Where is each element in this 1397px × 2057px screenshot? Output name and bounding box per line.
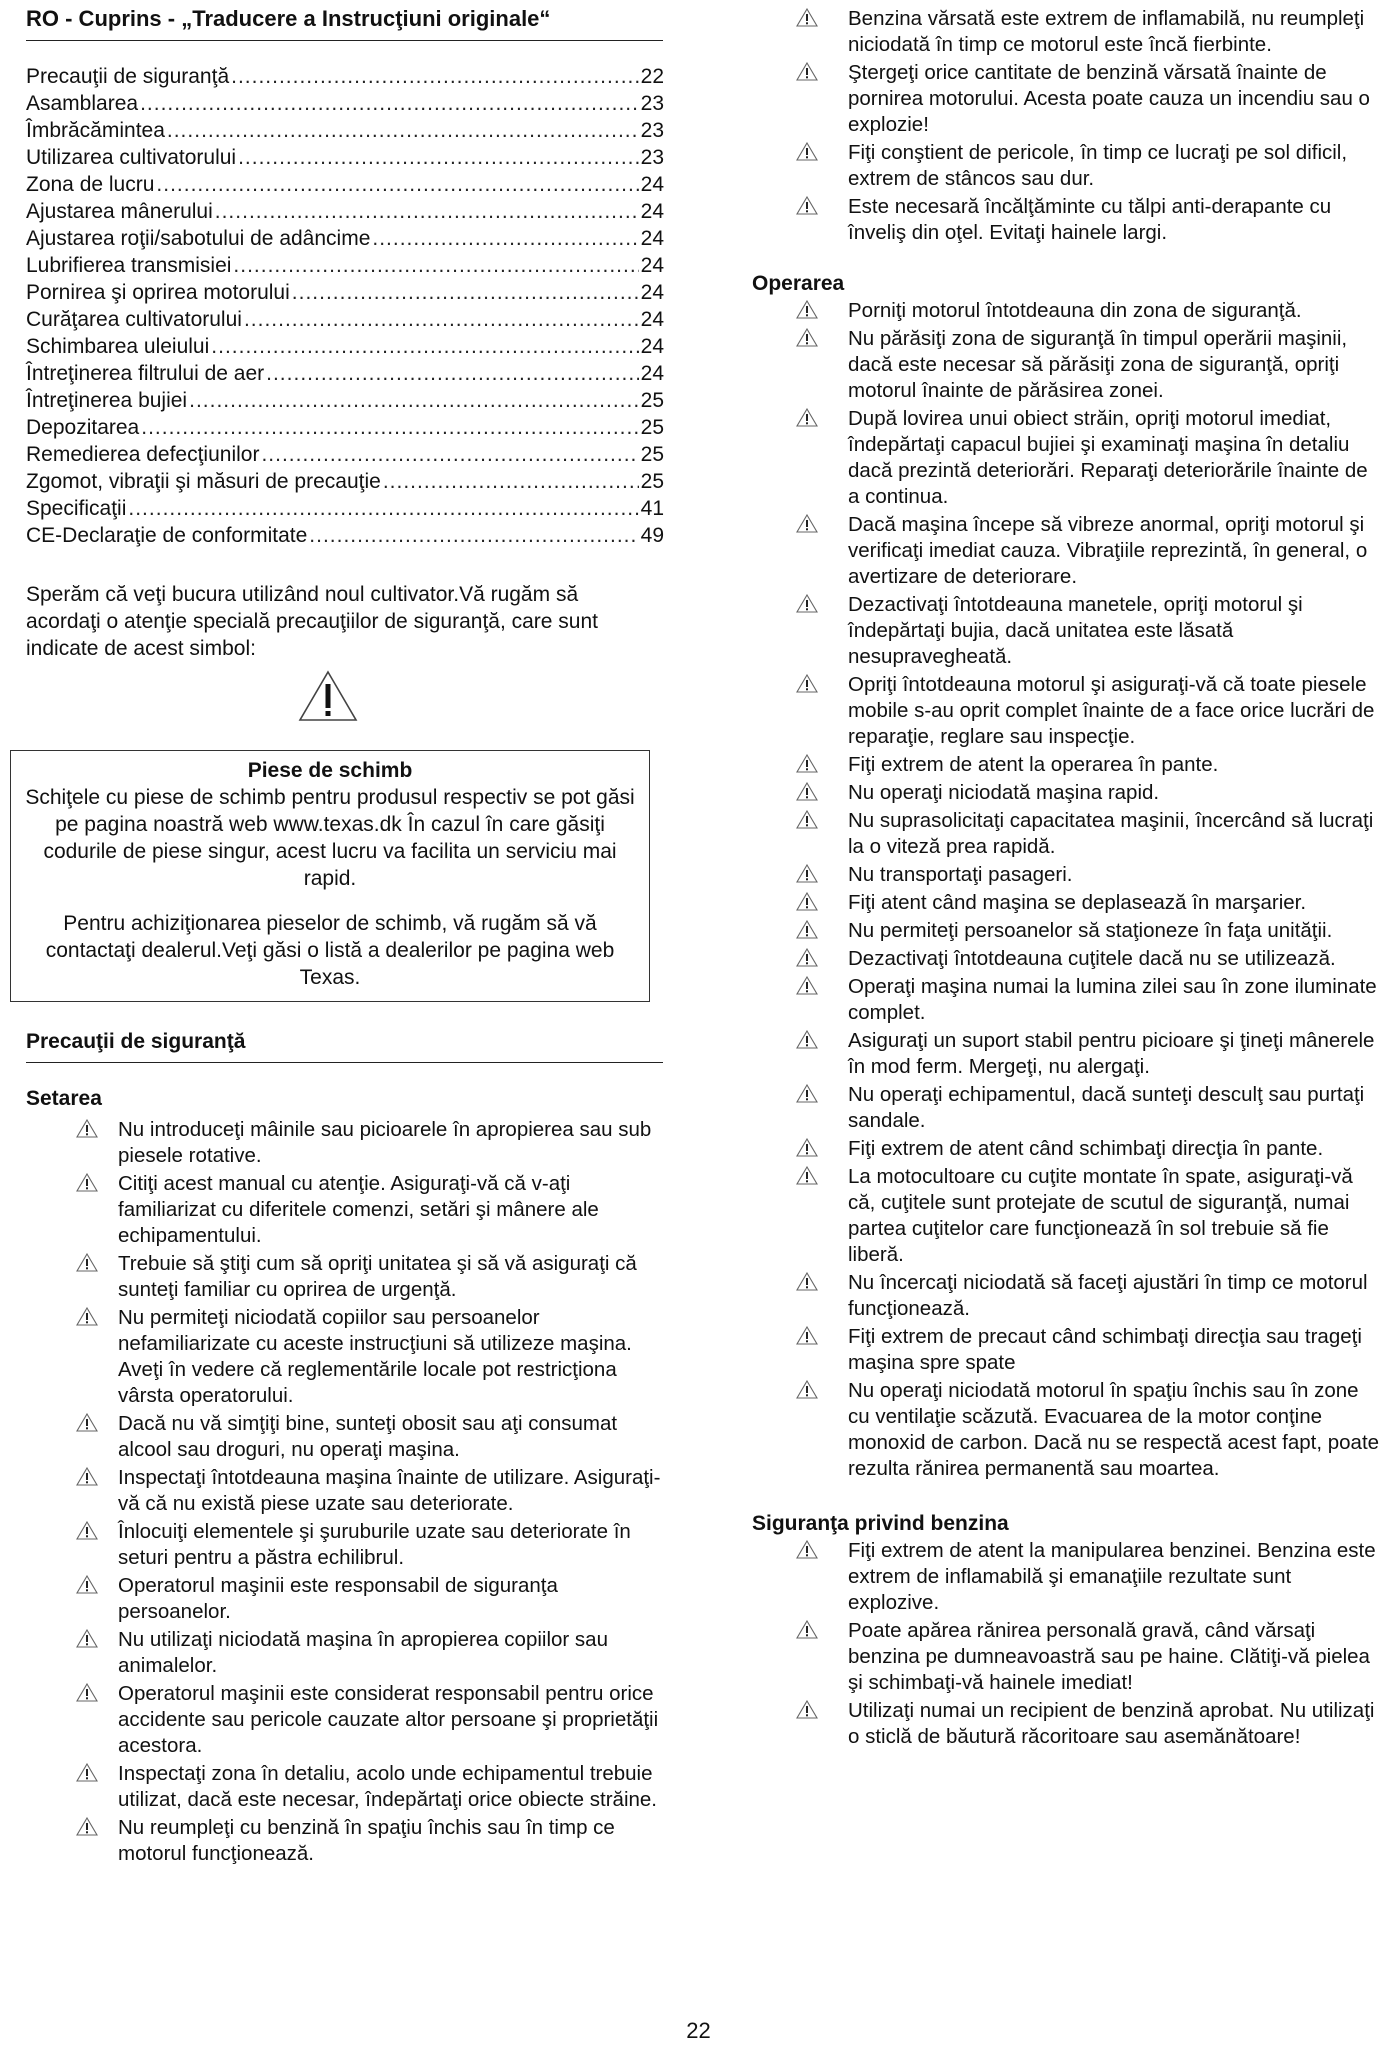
- toc-page: 24: [640, 200, 664, 223]
- warning-icon: [796, 920, 818, 939]
- toc-leader: [244, 306, 639, 333]
- warning-icon-wrap: [752, 1698, 848, 1750]
- warning-item: [752, 1698, 1382, 1750]
- warning-icon: [796, 1326, 818, 1345]
- warning-item: [26, 1305, 666, 1409]
- spare-parts-box: [10, 750, 650, 1002]
- warning-icon: [796, 976, 818, 995]
- warning-item: [26, 1411, 666, 1463]
- warning-icon: [76, 1575, 98, 1594]
- warning-icon: [796, 674, 818, 693]
- warning-item: [26, 1519, 666, 1571]
- warning-icon: [796, 8, 818, 27]
- warning-icon: [76, 1253, 98, 1272]
- warning-icon-wrap: [752, 918, 848, 944]
- warning-icon-wrap: [26, 1465, 118, 1517]
- toc-leader: [215, 198, 639, 225]
- toc-label: Zona de lucru: [26, 173, 155, 196]
- warning-item: [26, 1171, 666, 1249]
- warning-icon: [796, 1540, 818, 1559]
- right-column: [752, 0, 1382, 1752]
- warning-item: [26, 1815, 666, 1867]
- warning-icon-wrap: [752, 974, 848, 1026]
- warning-icon-wrap: [26, 1117, 118, 1169]
- warning-item: [752, 326, 1382, 404]
- toc-label: Remedierea defecţiunilor: [26, 443, 260, 466]
- toc-row: [26, 252, 664, 279]
- warning-icon: [796, 1272, 818, 1291]
- page-number: 22: [686, 2018, 711, 2043]
- warning-icon-wrap: [26, 1171, 118, 1249]
- warning-text: Nu permiteţi niciodată copiilor sau persoanelor nefamiliarizate cu aceste instrucţiuni să utilizeze maşina. Aveţi în vedere că reglementările locale pot restricţiona vârsta operatorului.: [118, 1306, 632, 1407]
- toc-page: 23: [640, 119, 664, 142]
- warning-icon: [796, 328, 818, 347]
- toc-page: 24: [640, 362, 664, 385]
- operation-subtitle: Operarea: [752, 272, 845, 295]
- toc-page: 23: [640, 146, 664, 169]
- warning-item: [26, 1573, 666, 1625]
- document-title: RO - Cuprins - „Traducere a Instrucţiuni originale“: [26, 6, 663, 41]
- warning-text: Fiţi extrem de atent când schimbaţi direcţia în pante.: [848, 1137, 1324, 1160]
- warning-icon-wrap: [26, 1573, 118, 1625]
- warning-text: Nu transportaţi pasageri.: [848, 863, 1073, 886]
- toc-row: [26, 144, 664, 171]
- warning-item: [752, 974, 1382, 1026]
- toc-label: Întreţinerea bujiei: [26, 389, 188, 412]
- warning-text: Trebuie să ştiţi cum să opriţi unitatea şi să vă asiguraţi că sunteţi familiar cu oprirea de urgenţă.: [118, 1252, 637, 1301]
- spare-parts-text-1: Schiţele cu piese de schimb pentru produsul respectiv se pot găsi pe pagina noastră web www.texas.dk În cazul în care găsiţi codurile de piese singur, acest lucru va facilita un serviciu mai rapid.: [25, 786, 635, 890]
- warning-icon: [796, 514, 818, 533]
- warning-icon: [796, 196, 818, 215]
- toc-row: [26, 387, 664, 414]
- warning-text: Nu operaţi niciodată maşina rapid.: [848, 781, 1160, 804]
- warning-item: [26, 1627, 666, 1679]
- toc-leader: [189, 387, 639, 414]
- warning-text: Poate apărea rănirea personală gravă, când vărsaţi benzina pe dumneavoastră sau pe haine. Clătiţi-vă pielea şi schimbaţi-vă hainele imediat!: [848, 1619, 1370, 1694]
- toc-leader: [383, 468, 639, 495]
- warning-icon: [796, 754, 818, 773]
- warning-item: [752, 1324, 1382, 1376]
- warning-item: [752, 808, 1382, 860]
- warning-item: [752, 1270, 1382, 1322]
- toc-leader: [231, 63, 639, 90]
- warning-item: [752, 752, 1382, 778]
- warning-item: [752, 946, 1382, 972]
- warning-text: Nu utilizaţi niciodată maşina în apropierea copiilor sau animalelor.: [118, 1628, 608, 1677]
- toc-leader: [167, 117, 639, 144]
- toc-row: [26, 198, 664, 225]
- warning-icon: [796, 1030, 818, 1049]
- warning-text: Utilizaţi numai un recipient de benzină aprobat. Nu utilizaţi o sticlă de băutură răcoritoare sau asemănătoare!: [848, 1699, 1375, 1748]
- toc-label: Specificaţii: [26, 497, 127, 520]
- warning-icon-wrap: [752, 1324, 848, 1376]
- left-column: [26, 0, 666, 1869]
- warning-text: Operatorul maşinii este responsabil de siguranţa persoanelor.: [118, 1574, 558, 1623]
- warning-icon: [796, 1084, 818, 1103]
- warning-item: [752, 1538, 1382, 1616]
- toc-label: Ajustarea mânerului: [26, 200, 213, 223]
- warning-icon-wrap: [752, 1028, 848, 1080]
- warning-text: Fiţi extrem de atent la operarea în pante.: [848, 753, 1219, 776]
- warning-icon-wrap: [752, 672, 848, 750]
- warning-icon: [796, 864, 818, 883]
- warning-icon: [76, 1817, 98, 1836]
- toc-leader: [128, 495, 638, 522]
- warning-icon-wrap: [752, 1164, 848, 1268]
- warning-item: [752, 512, 1382, 590]
- warning-text: Nu părăsiţi zona de siguranţă în timpul operării maşinii, dacă este necesar să părăsiţi zona de siguranţă, opriţi motorul înainte de părăsirea zonei.: [848, 327, 1348, 402]
- warning-icon-wrap: [752, 808, 848, 860]
- toc-leader: [372, 225, 638, 252]
- toc-label: Întreţinerea filtrului de aer: [26, 362, 265, 385]
- warning-text: Nu reumpleţi cu benzină în spaţiu închis sau în timp ce motorul funcţionează.: [118, 1816, 615, 1865]
- warning-text: Fiţi extrem de precaut când schimbaţi direcţia sau trageţi maşina spre spate: [848, 1325, 1362, 1374]
- toc-label: Precauţii de siguranţă: [26, 65, 230, 88]
- warning-item: [752, 862, 1382, 888]
- warning-item: [752, 672, 1382, 750]
- warning-icon: [796, 1620, 818, 1639]
- warning-item: [752, 890, 1382, 916]
- warning-text: Este necesară încălţăminte cu tălpi anti-derapante cu înveliş din oţel. Evitaţi hainele largi.: [848, 195, 1332, 244]
- warning-icon: [796, 300, 818, 319]
- warning-item: [752, 6, 1382, 58]
- toc-page: 24: [640, 335, 664, 358]
- warning-item: [752, 1028, 1382, 1080]
- toc-label: Curăţarea cultivatorului: [26, 308, 242, 331]
- warning-icon-wrap: [26, 1411, 118, 1463]
- warning-text: Înlocuiţi elementele şi şuruburile uzate sau deteriorate în seturi pentru a păstra echilibrul.: [118, 1520, 631, 1569]
- toc-leader: [292, 279, 639, 306]
- warning-text: Operatorul maşinii este considerat responsabil pentru orice accidente sau pericole cauzate altor persoane şi proprietăţii acestora.: [118, 1682, 659, 1757]
- warning-item: [752, 1082, 1382, 1134]
- warning-icon: [76, 1119, 98, 1138]
- toc-page: 24: [640, 308, 664, 331]
- warning-icon: [76, 1173, 98, 1192]
- toc-label: Lubrifierea transmisiei: [26, 254, 232, 277]
- toc-label: Ajustarea roţii/sabotului de adâncime: [26, 227, 371, 250]
- warning-item: [752, 1136, 1382, 1162]
- warning-item: [752, 1618, 1382, 1696]
- warning-icon-wrap: [752, 890, 848, 916]
- intro-paragraph: [26, 581, 646, 722]
- toc-page: 23: [640, 92, 664, 115]
- toc-page: 41: [640, 497, 664, 520]
- warning-icon-wrap: [752, 1082, 848, 1134]
- warning-icon-wrap: [752, 1270, 848, 1322]
- warning-item: [752, 140, 1382, 192]
- warning-text: Fiţi atent când maşina se deplasează în marşarier.: [848, 891, 1307, 914]
- warning-item: [752, 1378, 1382, 1482]
- toc-row: [26, 414, 664, 441]
- warning-text: Operaţi maşina numai la lumina zilei sau în zone iluminate complet.: [848, 975, 1377, 1024]
- toc-page: 49: [640, 524, 664, 547]
- warning-icon: [796, 782, 818, 801]
- warning-icon: [796, 948, 818, 967]
- toc-leader: [266, 360, 639, 387]
- toc-row: [26, 117, 664, 144]
- warning-text: Nu operaţi niciodată motorul în spaţiu închis sau în zone cu ventilaţie scăzută. Evacuarea de la motor conţine monoxid de carbon. Dacă nu se respectă acest fapt, poate rezulta rănirea permanentă sau moartea.: [848, 1379, 1380, 1480]
- warning-icon: [76, 1683, 98, 1702]
- warning-item: [752, 780, 1382, 806]
- toc-page: 24: [640, 254, 664, 277]
- warning-item: [752, 298, 1382, 324]
- toc-label: CE-Declaraţie de conformitate: [26, 524, 308, 547]
- warning-icon-wrap: [752, 752, 848, 778]
- intro-text: Sperăm că veţi bucura utilizând noul cultivator.Vă rugăm să acordaţi o atenţie specială precauţiilor de siguranţă, care sunt indicate de acest simbol:: [26, 583, 599, 660]
- warning-icon: [76, 1763, 98, 1782]
- toc-row: [26, 171, 664, 198]
- toc-leader: [156, 171, 638, 198]
- warning-item: [752, 592, 1382, 670]
- warning-item: [26, 1761, 666, 1813]
- warning-icon-wrap: [752, 140, 848, 192]
- warning-icon: [796, 1380, 818, 1399]
- warning-icon-wrap: [752, 1136, 848, 1162]
- safety-section-title: Precauţii de siguranţă: [26, 1030, 663, 1063]
- toc-label: Zgomot, vibraţii şi măsuri de precauţie: [26, 470, 381, 493]
- warning-icon: [76, 1467, 98, 1486]
- warning-icon-wrap: [752, 780, 848, 806]
- warning-text: Dezactivaţi întotdeauna manetele, opriţi motorul şi îndepărtaţi bujia, dacă unitatea este lăsată nesupravegheată.: [848, 593, 1303, 668]
- warning-icon: [796, 810, 818, 829]
- fuel-safety-subtitle: Siguranţa privind benzina: [752, 1512, 1009, 1535]
- toc-label: Asamblarea: [26, 92, 139, 115]
- warning-icon-wrap: [752, 406, 848, 510]
- toc-page: 22: [640, 65, 664, 88]
- toc-row: [26, 279, 664, 306]
- warning-text: Inspectaţi zona în detaliu, acolo unde echipamentul trebuie utilizat, dacă este necesar, îndepărtaţi orice obiecte străine.: [118, 1762, 658, 1811]
- warning-icon-wrap: [26, 1681, 118, 1759]
- warning-text: Nu suprasolicitaţi capacitatea maşinii, încercând să lucraţi la o viteză prea rapidă.: [848, 809, 1374, 858]
- warning-item: [752, 60, 1382, 138]
- warning-icon: [796, 1700, 818, 1719]
- toc-row: [26, 522, 664, 549]
- warning-item: [752, 406, 1382, 510]
- spare-parts-title: Piese de schimb: [247, 759, 413, 782]
- toc-page: 25: [640, 389, 664, 412]
- warning-icon-wrap: [752, 6, 848, 58]
- toc-label: Depozitarea: [26, 416, 140, 439]
- warning-icon: [796, 594, 818, 613]
- warning-icon-wrap: [752, 1538, 848, 1616]
- warning-item: [752, 918, 1382, 944]
- toc-label: Utilizarea cultivatorului: [26, 146, 237, 169]
- toc-leader: [261, 441, 638, 468]
- warning-icon-wrap: [26, 1251, 118, 1303]
- warning-icon: [76, 1307, 98, 1326]
- warning-text: Asiguraţi un suport stabil pentru picioare şi ţineţi mânerele în mod ferm. Mergeţi, nu alergaţi.: [848, 1029, 1375, 1078]
- warning-text: Dacă maşina începe să vibreze anormal, opriţi motorul şi verificaţi imediat cauza. Vibraţiile reprezintă, în general, o avertizare de deteriorare.: [848, 513, 1368, 588]
- setup-list: [26, 1117, 666, 1867]
- toc-row: [26, 333, 664, 360]
- table-of-contents: [26, 63, 664, 549]
- toc-leader: [211, 333, 638, 360]
- warning-icon: [796, 62, 818, 81]
- spare-parts-text-2: Pentru achiziţionarea pieselor de schimb, vă rugăm să vă contactaţi dealerul.Veţi găsi o listă a dealerilor pe pagina web Texas.: [45, 912, 615, 989]
- warning-text: Nu introduceţi mâinile sau picioarele în apropierea sau sub piesele rotative.: [118, 1118, 652, 1167]
- warning-triangle-icon: [298, 670, 358, 722]
- warning-icon: [796, 1166, 818, 1185]
- warning-icon: [76, 1413, 98, 1432]
- warning-text: Fiţi extrem de atent la manipularea benzinei. Benzina este extrem de inflamabilă şi emanaţiile rezultate sunt explozive.: [848, 1539, 1376, 1614]
- warning-icon: [796, 892, 818, 911]
- warning-icon-wrap: [752, 1378, 848, 1482]
- warning-icon-wrap: [752, 60, 848, 138]
- toc-row: [26, 360, 664, 387]
- warning-icon-wrap: [752, 592, 848, 670]
- warning-item: [26, 1681, 666, 1759]
- toc-row: [26, 495, 664, 522]
- warning-item: [752, 194, 1382, 246]
- operation-list: [752, 298, 1382, 1482]
- toc-row: [26, 306, 664, 333]
- warning-icon: [76, 1629, 98, 1648]
- toc-page: 25: [640, 443, 664, 466]
- warning-text: Fiţi conştient de pericole, în timp ce lucraţi pe sol dificil, extrem de stâncos sau dur.: [848, 141, 1348, 190]
- warning-text: Dacă nu vă simţiţi bine, sunteţi obosit sau aţi consumat alcool sau droguri, nu operaţi maşina.: [118, 1412, 618, 1461]
- warning-text: Nu permiteţi persoanelor să staţioneze în faţa unităţii.: [848, 919, 1333, 942]
- toc-row: [26, 63, 664, 90]
- toc-leader: [233, 252, 638, 279]
- toc-leader: [238, 144, 639, 171]
- warning-icon: [796, 1138, 818, 1157]
- warning-icon: [796, 408, 818, 427]
- warning-text: Inspectaţi întotdeauna maşina înainte de utilizare. Asiguraţi-vă că nu există piese uzate sau deteriorate.: [118, 1466, 661, 1515]
- toc-leader: [309, 522, 638, 549]
- warning-text: Nu operaţi echipamentul, dacă sunteţi desculţ sau purtaţi sandale.: [848, 1083, 1365, 1132]
- toc-row: [26, 441, 664, 468]
- toc-page: 24: [640, 281, 664, 304]
- warning-text: Opriţi întotdeauna motorul şi asiguraţi-vă că toate piesele mobile s-au oprit complet înainte de a face orice lucrări de reparaţie, reglare sau inspecţie.: [848, 673, 1375, 748]
- warning-icon-wrap: [752, 946, 848, 972]
- toc-leader: [140, 90, 639, 117]
- toc-page: 25: [640, 470, 664, 493]
- warning-item: [26, 1117, 666, 1169]
- warning-icon-wrap: [26, 1627, 118, 1679]
- warning-text: Citiţi acest manual cu atenţie. Asiguraţi-vă că v-aţi familiarizat cu diferitele comenzi, setări şi mânere ale echipamentului.: [118, 1172, 599, 1247]
- toc-row: [26, 90, 664, 117]
- fuel-warning-list: [752, 6, 1382, 246]
- warning-icon: [796, 142, 818, 161]
- toc-row: [26, 468, 664, 495]
- warning-text: La motocultoare cu cuţite montate în spate, asiguraţi-vă că, cuţitele sunt protejate de scutul de siguranţă, numai partea cuţitelor care funcţionează în sol trebuie să fie liberă.: [848, 1165, 1353, 1266]
- warning-icon-wrap: [752, 862, 848, 888]
- warning-icon-wrap: [752, 298, 848, 324]
- toc-label: Schimbarea uleiului: [26, 335, 210, 358]
- warning-icon-wrap: [752, 326, 848, 404]
- fuel-safety-list: [752, 1538, 1382, 1750]
- warning-icon-wrap: [752, 1618, 848, 1696]
- warning-text: Porniţi motorul întotdeauna din zona de siguranţă.: [848, 299, 1302, 322]
- warning-text: Dezactivaţi întotdeauna cuţitele dacă nu se utilizează.: [848, 947, 1336, 970]
- warning-text: După lovirea unui obiect străin, opriţi motorul imediat, îndepărtaţi capacul bujiei şi examinaţi maşina în detaliu dacă prezintă deteriorări. Reparaţi deteriorările înainte de a continua.: [848, 407, 1368, 508]
- warning-text: Ştergeţi orice cantitate de benzină vărsată înainte de pornirea motorului. Acesta poate cauza un incendiu sau o explozie!: [848, 61, 1370, 136]
- warning-icon-wrap: [26, 1519, 118, 1571]
- warning-icon-wrap: [752, 194, 848, 246]
- warning-item: [752, 1164, 1382, 1268]
- warning-icon-wrap: [752, 512, 848, 590]
- warning-icon: [76, 1521, 98, 1540]
- toc-label: Îmbrăcămintea: [26, 119, 165, 142]
- warning-text: Nu încercaţi niciodată să faceţi ajustări în timp ce motorul funcţionează.: [848, 1271, 1368, 1320]
- warning-item: [26, 1251, 666, 1303]
- toc-page: 24: [640, 227, 664, 250]
- setup-subtitle: Setarea: [26, 1087, 102, 1110]
- toc-leader: [141, 414, 638, 441]
- toc-page: 25: [640, 416, 664, 439]
- toc-row: [26, 225, 664, 252]
- warning-icon-wrap: [26, 1761, 118, 1813]
- toc-label: Pornirea şi oprirea motorului: [26, 281, 290, 304]
- warning-icon-wrap: [26, 1815, 118, 1867]
- warning-text: Benzina vărsată este extrem de inflamabilă, nu reumpleţi niciodată în timp ce motorul este încă fierbinte.: [848, 7, 1365, 56]
- toc-page: 24: [640, 173, 664, 196]
- warning-item: [26, 1465, 666, 1517]
- warning-icon-wrap: [26, 1305, 118, 1409]
